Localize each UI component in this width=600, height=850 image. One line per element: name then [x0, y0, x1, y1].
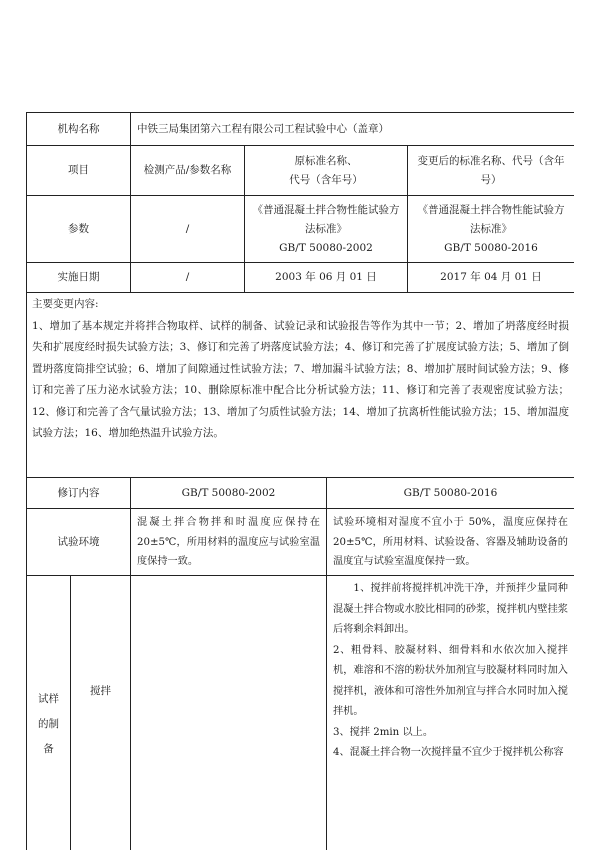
revision-old-code: GB/T 50080-2002 [181, 486, 276, 499]
changes-cell [27, 293, 574, 478]
revision-old-cell [131, 478, 327, 509]
mixing-step-3: 3、搅拌 2min 以上。 [333, 726, 434, 738]
mixing-old-text [131, 576, 326, 584]
org-value: 中铁三局集团第六工程有限公司工程试验中心（盖章） [137, 122, 389, 135]
prep-label-part1: 试样 [38, 692, 59, 705]
param-label-cell [27, 196, 131, 263]
date-label-cell [27, 263, 131, 293]
revision-new-code: GB/T 50080-2016 [403, 486, 498, 499]
mixing-new-list [327, 576, 574, 768]
prep-label-part3: 备 [43, 742, 54, 755]
environment-label: 试验环境 [57, 535, 100, 548]
changes-text: 1、增加了基本规定并将拌合物取样、试样的制备、试验记录和试验报告等作为其中一节；2、增加了坍落度经时损失和扩展度经时损失试验方法；3、修订和完善了坍落度试验方法；4、修订和完善了扩展度试验方法；5、增加了倒置坍落度筒排空试验；6、增加了间隙通过性试验方法；7、增加漏斗试验方法；8、增加扩展时间试验方法；9、修订和完善了压力泌水试验方法；10、删除原标准中配合比分析试验方法；11、修订和完善了表观密度试验方法；12、修订和完善了含气量试验方法；13、增加了匀质性试验方法；14、增加了抗离析性能试验方法；15、增加温度试验方法；16、增加绝热温升试验方法。 [32, 319, 569, 439]
col-new-cell [408, 146, 574, 196]
orig-date-cell [245, 263, 408, 293]
mixing-old-cell [131, 576, 327, 850]
form-table [26, 112, 574, 850]
environment-old-cell [131, 509, 327, 576]
org-value-cell [131, 113, 574, 146]
environment-new-cell [327, 509, 574, 576]
param-orig-cell [245, 196, 408, 263]
col-orig-header-line2: 代号（含年号） [289, 173, 363, 186]
revision-new-cell [327, 478, 574, 509]
col-orig-cell [245, 146, 408, 196]
orig-standard-code: GB/T 50080-2002 [279, 241, 373, 254]
new-standard-title-line2: 法标准》 [470, 222, 512, 235]
date-product-value: / [185, 271, 190, 283]
param-label: 参数 [68, 222, 89, 235]
standard-change-form [26, 112, 574, 850]
col-new-header-line1: 变更后的标准名称、代号（含年 [417, 154, 565, 167]
org-label-cell [27, 113, 131, 146]
new-date: 2017 年 04 月 01 日 [440, 271, 542, 283]
col-item-header: 项目 [68, 164, 89, 176]
orig-date: 2003 年 06 月 01 日 [275, 271, 377, 283]
orig-standard-title-line2: 法标准》 [305, 222, 347, 235]
environment-old-text: 混凝土拌合物拌和时温度应保持在 20±5℃，所用材料的温度应与试验室温度保持一致。 [137, 517, 320, 567]
changes-title: 主要变更内容: [32, 298, 99, 310]
prep-label-cell [27, 576, 71, 850]
mixing-step-2: 2、粗骨料、胶凝材料、细骨料和水依次加入搅拌机，难溶和不溶的粉状外加剂宜与胶凝材料同时加入搅拌机，液体和可溶性外加剂宜与拌合水同时加入搅拌机。 [333, 644, 568, 717]
param-product-cell [131, 196, 245, 263]
prep-label [38, 687, 59, 762]
revision-label-cell [27, 478, 131, 509]
col-item-cell [27, 146, 131, 196]
new-standard-code: GB/T 50080-2016 [444, 241, 538, 254]
param-product-value: / [185, 222, 190, 235]
date-product-cell [131, 263, 245, 293]
new-date-cell [408, 263, 574, 293]
param-new-cell [408, 196, 574, 263]
mixing-label: 搅拌 [90, 685, 111, 697]
environment-new-text: 试验环境相对湿度不宜小于 50%，温度应保持在 20±5℃，所用材料、试验设备、容器及辅助设备的温度宜与试验室温度保持一致。 [333, 517, 568, 567]
org-label: 机构名称 [57, 122, 100, 135]
prep-label-part2: 的制 [38, 717, 59, 730]
col-orig-header-line1: 原标准名称、 [294, 154, 358, 167]
col-new-header-line2: 号） [480, 173, 502, 186]
mixing-step-1: 1、搅拌前将搅拌机冲洗干净，并预拌少量同种混凝土拌合物或水胶比相同的砂浆，搅拌机内壁挂浆后将剩余料卸出。 [333, 583, 568, 635]
revision-label: 修订内容 [57, 486, 100, 499]
new-standard-title-line1: 《普通混凝土拌合物性能试验方 [417, 203, 565, 216]
col-product-header: 检测产品/参数名称 [143, 164, 232, 176]
col-product-cell [131, 146, 245, 196]
mixing-new-cell [327, 576, 574, 850]
environment-label-cell [27, 509, 131, 576]
date-label: 实施日期 [57, 271, 100, 283]
orig-standard-title-line1: 《普通混凝土拌合物性能试验方 [252, 203, 400, 216]
mixing-step-4: 4、混凝土拌合物一次搅拌量不宜少于搅拌机公称容 [333, 747, 564, 758]
mixing-label-cell [71, 576, 131, 850]
